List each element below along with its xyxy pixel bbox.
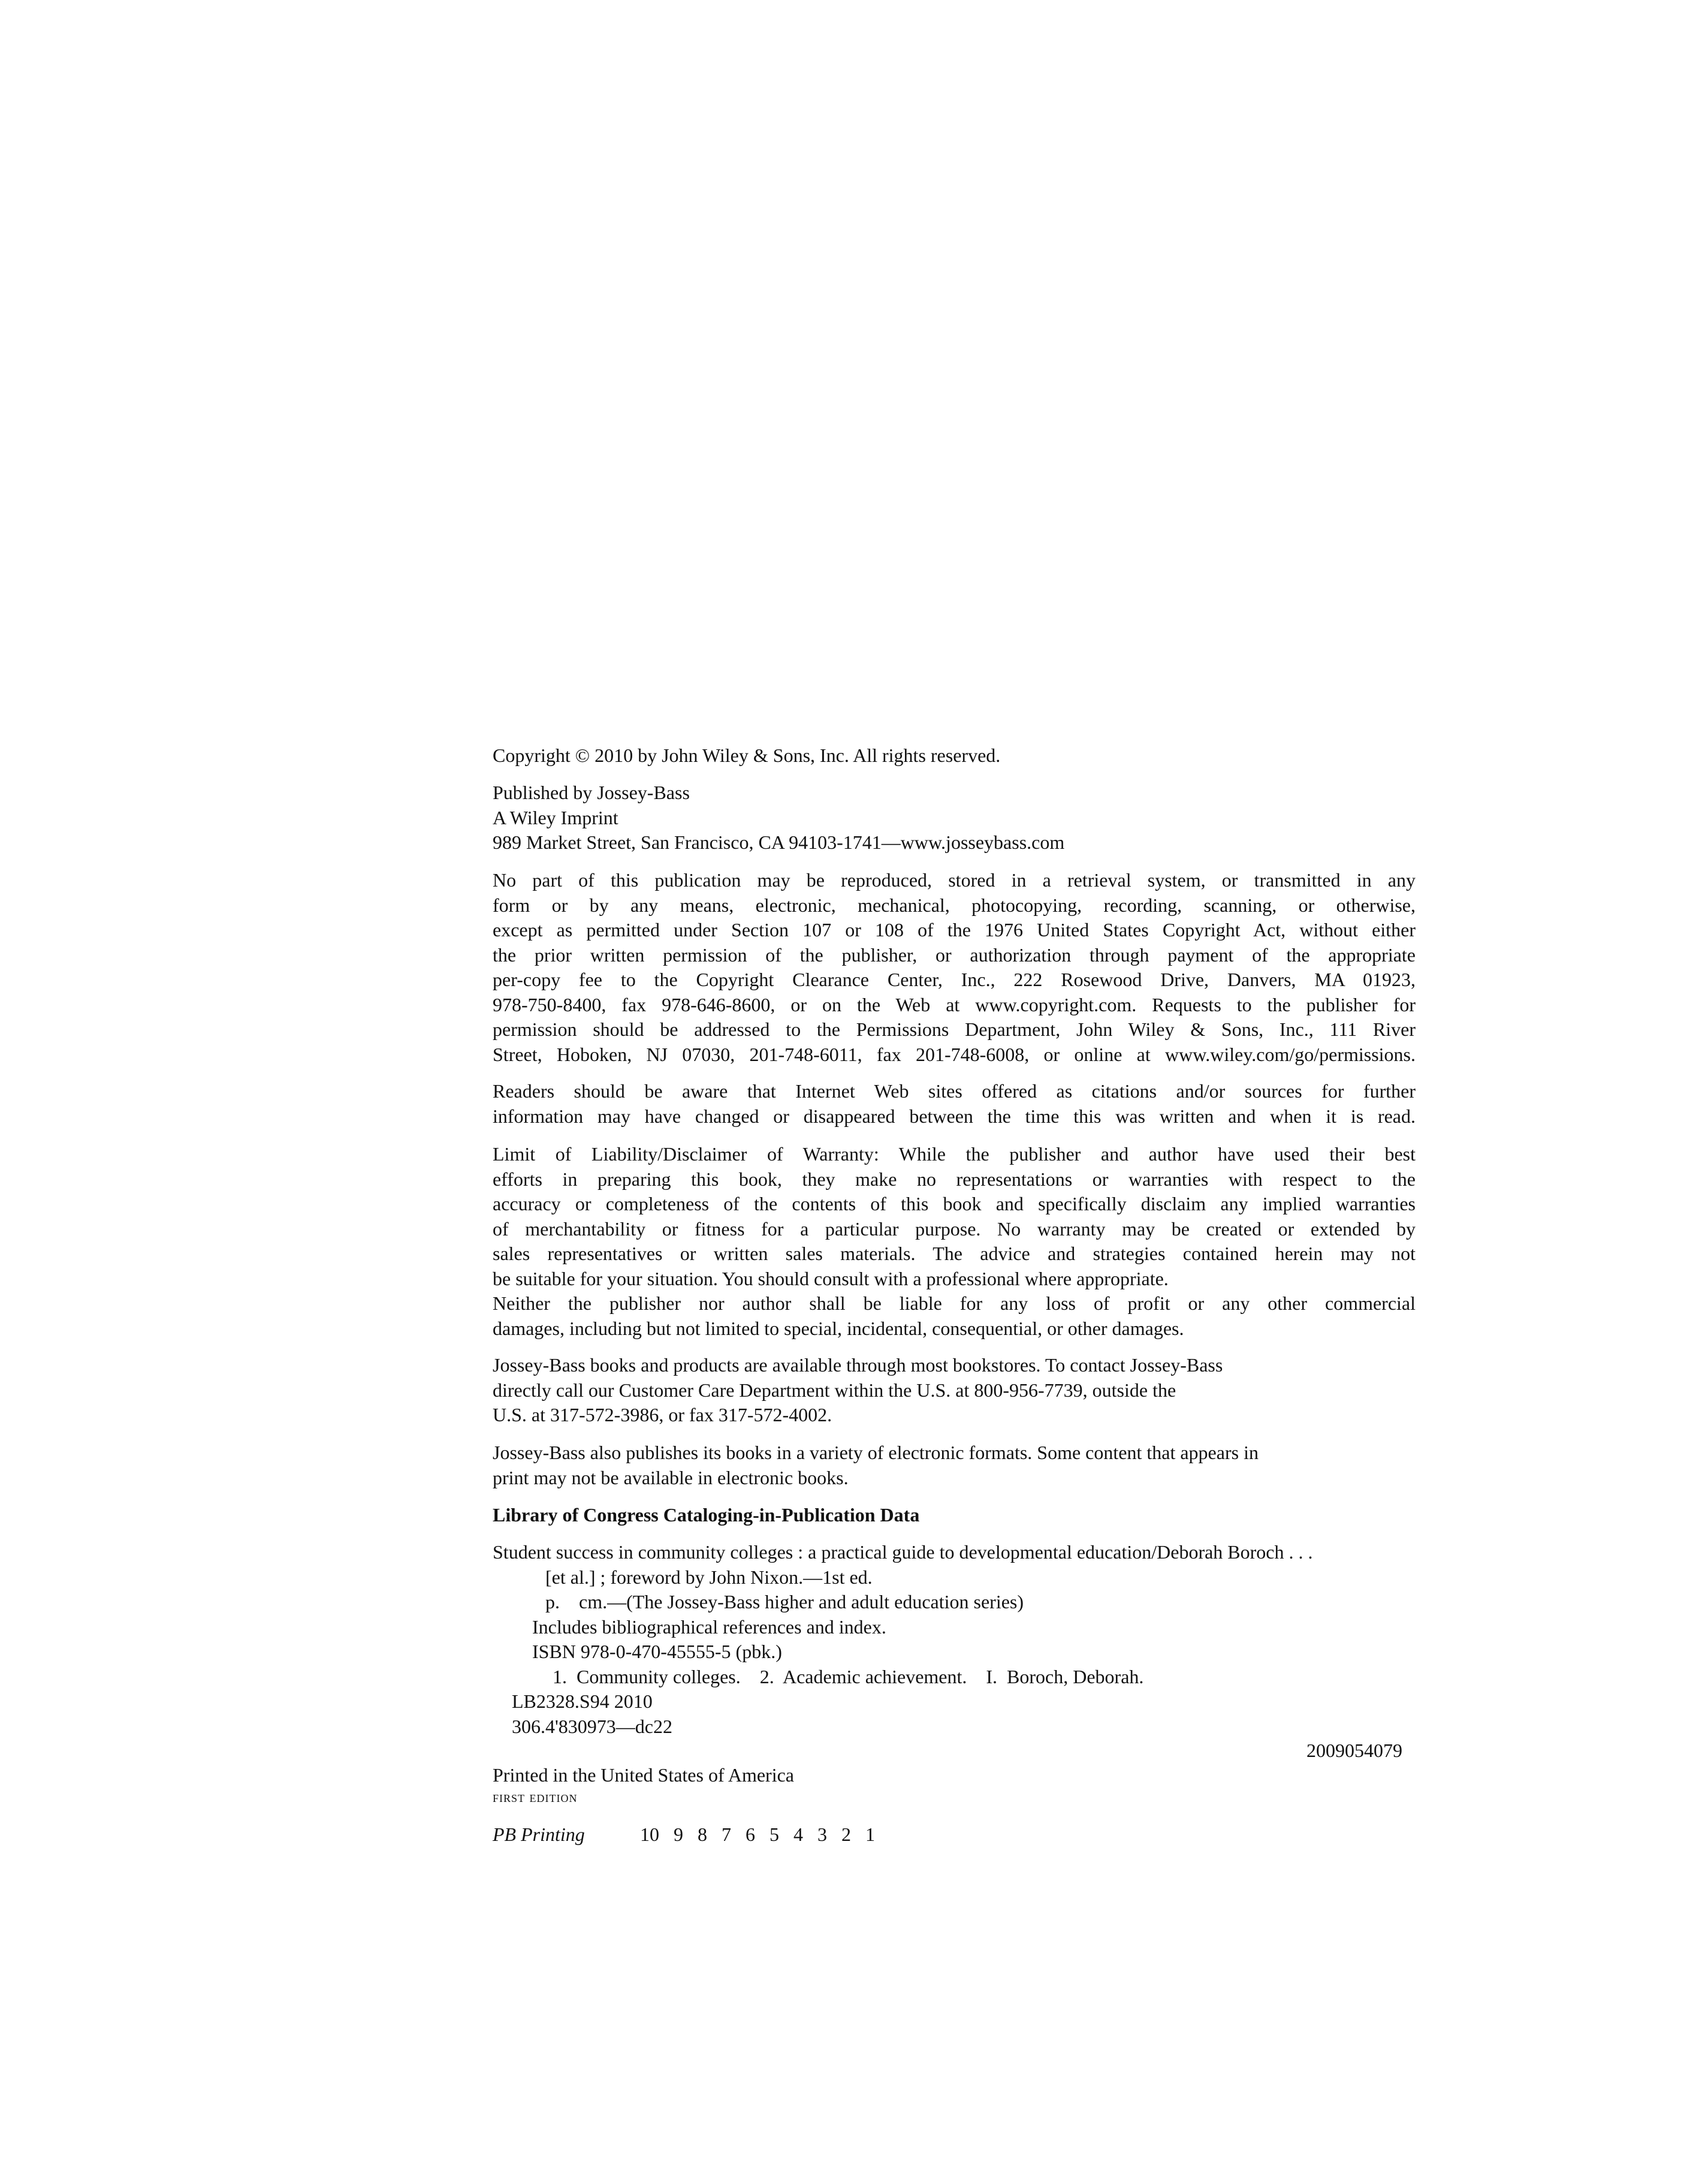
printing-line <box>493 1822 889 1847</box>
liability-line: Neither the publisher nor author shall be liable for any loss of profit or any other commercial <box>493 1292 1416 1314</box>
printed-in: Printed in the United States of America <box>493 1764 794 1786</box>
printing-number: 9 <box>674 1824 683 1845</box>
electronic-paragraph <box>493 1440 1416 1490</box>
cip-title-line: Student success in community colleges : a practical guide to developmental education/Deborah Boroch . . . <box>493 1541 1313 1563</box>
liability-line: of merchantability or fitness for a particular purpose. No warranty may be created or extended by <box>493 1217 1416 1240</box>
rights-paragraph <box>493 868 1416 1067</box>
printing-number: 8 <box>698 1824 707 1845</box>
liability-paragraph <box>493 1142 1416 1341</box>
availability-line: Jossey-Bass books and products are available through most bookstores. To contact Jossey-Bass <box>493 1354 1223 1376</box>
edition-label: first edition <box>493 1788 578 1806</box>
liability-line: damages, including but not limited to special, incidental, consequential, or other damages. <box>493 1317 1184 1339</box>
rights-line: except as permitted under Section 107 or 108 of the 1976 United States Copyright Act, without either <box>493 919 1416 941</box>
cip-heading-block <box>493 1503 1416 1528</box>
rights-line: 978-750-8400, fax 978-646-8600, or on the Web at www.copyright.com. Requests to the publisher for <box>493 993 1416 1015</box>
availability-line: U.S. at 317-572-3986, or fax 317-572-4002. <box>493 1404 832 1425</box>
cip-line: [et al.] ; foreword by John Nixon.—1st ed. <box>545 1566 873 1588</box>
printing-number: 7 <box>722 1824 731 1845</box>
liability-line: accuracy or completeness of the contents of this book and specifically disclaim any implied warranties <box>493 1193 1416 1214</box>
websites-line: Readers should be aware that Internet Web sites offered as citations and/or sources for further <box>493 1080 1416 1102</box>
cip-line: p. cm.—(The Jossey-Bass higher and adult education series) <box>545 1591 1024 1613</box>
cip-record <box>493 1540 1416 1739</box>
electronic-line: Jossey-Bass also publishes its books in a variety of electronic formats. Some content that appears in <box>493 1442 1259 1463</box>
rights-line: the prior written permission of the publisher, or authorization through payment of the appropriate <box>493 944 1416 966</box>
publisher-block <box>493 780 1416 855</box>
printed-block <box>493 1763 1416 1806</box>
websites-line: information may have changed or disappeared between the time this was written and when it is read. <box>493 1105 1416 1127</box>
printing-number: 5 <box>769 1824 779 1845</box>
imprint: A Wiley Imprint <box>493 806 618 828</box>
rights-line: No part of this publication may be reproduced, stored in a retrieval system, or transmitted in any <box>493 869 1416 891</box>
rights-line: form or by any means, electronic, mechanical, photocopying, recording, scanning, or otherwise, <box>493 894 1416 916</box>
availability-line: directly call our Customer Care Department within the U.S. at 800-956-7739, outside the <box>493 1379 1176 1401</box>
published-by: Published by Jossey-Bass <box>493 782 690 803</box>
cip-heading: Library of Congress Cataloging-in-Publication Data <box>493 1504 920 1526</box>
liability-line: be suitable for your situation. You should consult with a professional where appropriate. <box>493 1267 1169 1289</box>
printing-number: 4 <box>793 1824 803 1845</box>
liability-line: efforts in preparing this book, they make no representations or warranties with respect to the <box>493 1168 1416 1190</box>
copyright-text: Copyright © 2010 by John Wiley & Sons, Inc. All rights reserved. <box>493 745 1001 766</box>
publisher-address: 989 Market Street, San Francisco, CA 94103-1741—www.josseybass.com <box>493 831 1065 853</box>
cip-call-number: LB2328.S94 2010 <box>512 1690 653 1712</box>
printing-number: 3 <box>817 1824 827 1845</box>
liability-line: Limit of Liability/Disclaimer of Warranty: While the publisher and author have used their best <box>493 1143 1416 1165</box>
printing-number: 2 <box>841 1824 851 1845</box>
electronic-line: print may not be available in electronic books. <box>493 1466 849 1488</box>
availability-paragraph <box>493 1353 1416 1428</box>
cip-line: Includes bibliographical references and index. <box>532 1616 886 1638</box>
websites-paragraph <box>493 1079 1416 1129</box>
printing-number: 1 <box>865 1824 875 1845</box>
rights-line: Street, Hoboken, NJ 07030, 201-748-6011, fax 201-748-6008, or online at www.wiley.com/go/permissions. <box>493 1043 1416 1065</box>
cip-line: ISBN 978-0-470-45555-5 (pbk.) <box>532 1641 782 1662</box>
rights-line: per-copy fee to the Copyright Clearance Center, Inc., 222 Rosewood Drive, Danvers, MA 01923, <box>493 969 1416 990</box>
liability-line: sales representatives or written sales materials. The advice and strategies contained herein may not <box>493 1243 1416 1264</box>
cip-classification: 306.4'830973—dc22 <box>512 1715 672 1737</box>
lccn-number: 2009054079 <box>1306 1740 1402 1761</box>
printing-number: 6 <box>746 1824 755 1845</box>
rights-line: permission should be addressed to the Permissions Department, John Wiley & Sons, Inc., 111 River <box>493 1018 1416 1040</box>
printing-number: 10 <box>640 1824 659 1845</box>
cip-subjects-line: 1. Community colleges. 2. Academic achievement. I. Boroch, Deborah. <box>553 1665 1144 1687</box>
printing-label: PB Printing <box>493 1824 585 1845</box>
copyright-line <box>493 743 1416 768</box>
